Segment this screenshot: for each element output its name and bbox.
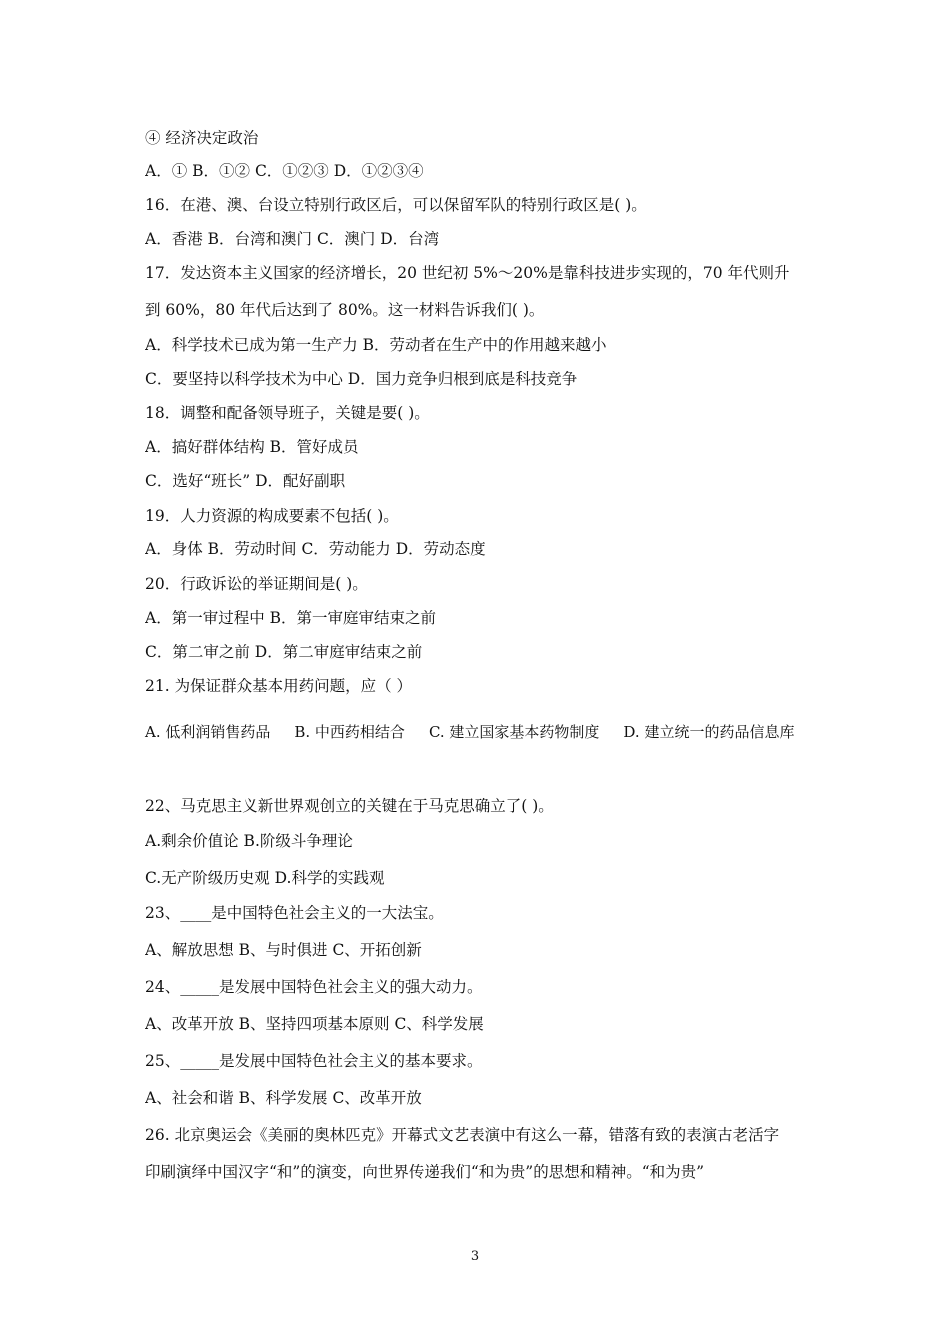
question-25: 25、_____是发展中国特色社会主义的基本要求。 — [145, 1052, 483, 1070]
question-19: 19．人力资源的构成要素不包括( )。 — [145, 507, 399, 525]
question-17-options-cd: C．要坚持以科学技术为中心 D．国力竞争归根到底是科技竞争 — [145, 370, 578, 388]
question-26-line-2: 印刷演绎中国汉字“和”的演变，向世界传递我们“和为贵”的思想和精神。“和为贵” — [145, 1163, 705, 1181]
question-23: 23、____是中国特色社会主义的一大法宝。 — [145, 904, 444, 922]
question-17-line-2: 到 60%，80 年代后达到了 80%。这一材料告诉我们( )。 — [145, 301, 545, 319]
option-d: D. 建立统一的药品信息库 — [623, 723, 795, 741]
question-17-options-ab: A．科学技术已成为第一生产力 B．劳动者在生产中的作用越来越小 — [145, 336, 607, 354]
option-c: C. 建立国家基本药物制度 — [428, 723, 600, 741]
question-19-options: A．身体 B．劳动时间 C．劳动能力 D．劳动态度 — [145, 540, 486, 558]
question-15-options: A．① B．①② C．①②③ D．①②③④ — [145, 162, 424, 180]
question-22-options-ab: A.剩余价值论 B.阶级斗争理论 — [145, 832, 353, 850]
question-25-options: A、社会和谐 B、科学发展 C、改革开放 — [145, 1089, 422, 1107]
question-20-options-cd: C．第二审之前 D．第二审庭审结束之前 — [145, 643, 423, 661]
question-16-options: A．香港 B．台湾和澳门 C．澳门 D．台湾 — [145, 230, 440, 248]
question-17-line-1: 17．发达资本主义国家的经济增长，20 世纪初 5%～20%是靠科技进步实现的，70 年代则升 — [145, 264, 790, 282]
question-16: 16．在港、澳、台设立特别行政区后，可以保留军队的特别行政区是( )。 — [145, 196, 647, 214]
question-24-options: A、改革开放 B、坚持四项基本原则 C、科学发展 — [145, 1015, 484, 1033]
question-23-options: A、解放思想 B、与时俱进 C、开拓创新 — [145, 941, 422, 959]
question-18-options-cd: C．选好“班长” D．配好副职 — [145, 472, 346, 490]
question-20: 20．行政诉讼的举证期间是( )。 — [145, 575, 368, 593]
question-21: 21. 为保证群众基本用药问题，应（ ） — [145, 677, 413, 695]
page-number: 3 — [470, 1249, 480, 1264]
question-22: 22、马克思主义新世界观创立的关键在于马克思确立了( )。 — [145, 797, 554, 815]
question-26-line-1: 26. 北京奥运会《美丽的奥林匹克》开幕式文艺表演中有这么一幕，错落有致的表演古老活字 — [145, 1126, 780, 1144]
text-line: ④ 经济决定政治 — [145, 129, 259, 147]
question-24: 24、_____是发展中国特色社会主义的强大动力。 — [145, 978, 483, 996]
question-18: 18．调整和配备领导班子，关键是要( )。 — [145, 404, 430, 422]
question-20-options-ab: A．第一审过程中 B．第一审庭审结束之前 — [145, 609, 437, 627]
question-18-options-ab: A．搞好群体结构 B．管好成员 — [145, 438, 359, 456]
question-22-options-cd: C.无产阶级历史观 D.科学的实践观 — [145, 869, 385, 887]
option-b: B. 中西药相结合 — [294, 723, 405, 741]
question-21-options — [145, 720, 810, 745]
option-a: A. 低利润销售药品 — [145, 723, 271, 741]
